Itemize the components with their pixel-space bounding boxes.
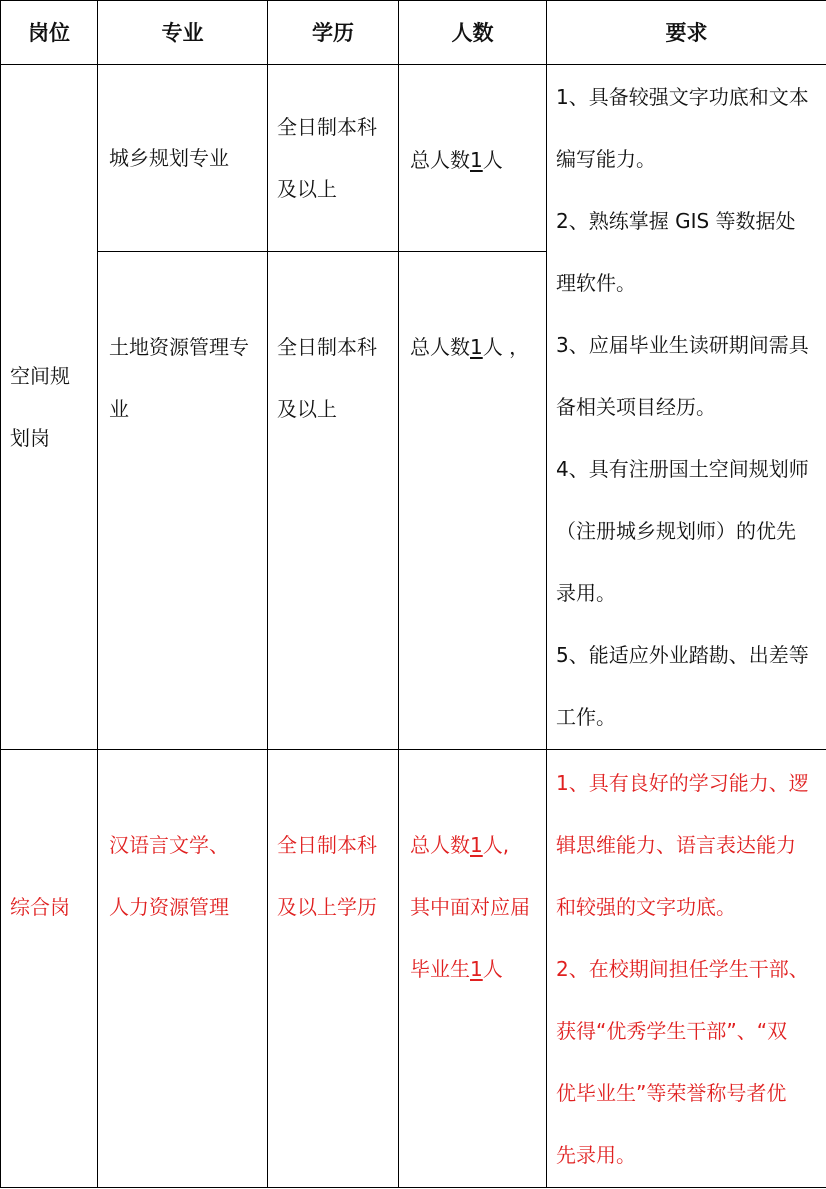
- count-cell: [399, 65, 547, 252]
- requirement-line: 5、能适应外业踏勘、出差等: [556, 643, 809, 667]
- requirement-line: 和较强的文字功底。: [556, 895, 736, 919]
- table-row-general: [1, 750, 826, 1188]
- major-line: 汉语言文学、: [109, 833, 229, 857]
- requirement-line: 备相关项目经历。: [556, 395, 716, 419]
- position-line: 空间规: [10, 364, 70, 388]
- header-count: 人数: [399, 1, 547, 65]
- requirement-line: 先录用。: [556, 1143, 636, 1167]
- count-prefix: 总人数: [410, 833, 470, 857]
- education-line: 全日制本科: [277, 335, 377, 359]
- header-requirements: 要求: [547, 1, 826, 65]
- education-line: 全日制本科: [277, 833, 377, 857]
- major-line: 业: [109, 397, 129, 421]
- requirement-line: 获得“优秀学生干部”、“双: [556, 1019, 788, 1043]
- requirement-line: 辑思维能力、语言表达能力: [556, 833, 796, 857]
- education-cell: [268, 65, 399, 252]
- count-suffix: 人: [482, 957, 503, 981]
- education-line: 及以上: [277, 177, 337, 201]
- count-line: [410, 814, 542, 876]
- count-line: [410, 938, 542, 1000]
- count-suffix: 人,: [482, 833, 510, 857]
- requirement-line: 3、应届毕业生读研期间需具: [556, 333, 809, 357]
- position-line: 划岗: [10, 426, 50, 450]
- count-line: [410, 316, 542, 378]
- count-number: 1: [470, 833, 483, 857]
- requirement-line: 工作。: [556, 705, 616, 729]
- education-line: 及以上: [277, 397, 337, 421]
- major-cell: [98, 65, 268, 252]
- requirement-line: 4、具有注册国土空间规划师: [556, 457, 809, 481]
- count-cell: [399, 750, 547, 1188]
- header-position: 岗位: [1, 1, 98, 65]
- requirement-line: （注册城乡规划师）的优先: [556, 519, 796, 543]
- requirement-line: 编写能力。: [556, 147, 656, 171]
- education-line: 全日制本科: [277, 115, 377, 139]
- major-line: 人力资源管理: [109, 895, 229, 919]
- count-line: [410, 129, 542, 191]
- header-major: 专业: [98, 1, 268, 65]
- position-cell-spatial: [1, 65, 98, 750]
- requirement-line: 1、具有良好的学习能力、逻: [556, 771, 809, 795]
- count-prefix: 毕业生: [410, 957, 470, 981]
- education-cell: [268, 252, 399, 750]
- major-line: 城乡规划专业: [109, 146, 229, 170]
- count-prefix: 总人数: [410, 148, 470, 172]
- count-suffix: 人 ，: [482, 335, 530, 359]
- major-cell: [98, 252, 268, 750]
- education-cell: [268, 750, 399, 1188]
- header-education: 学历: [268, 1, 399, 65]
- requirements-cell-spatial: [547, 65, 826, 750]
- requirement-line: 1、具备较强文字功底和文本: [556, 85, 809, 109]
- major-line: 土地资源管理专: [109, 335, 249, 359]
- count-suffix: 人: [482, 148, 503, 172]
- position-line: 综合岗: [10, 895, 70, 919]
- position-cell-general: [1, 750, 98, 1188]
- education-line: 及以上学历: [277, 895, 377, 919]
- count-line: 其中面对应届: [410, 895, 530, 919]
- count-number: 1: [470, 957, 483, 981]
- count-number: 1: [470, 148, 483, 172]
- requirements-cell-general: [547, 750, 826, 1188]
- requirement-line: 优毕业生”等荣誉称号者优: [556, 1081, 787, 1105]
- count-number: 1: [470, 335, 483, 359]
- requirement-line: 2、在校期间担任学生干部、: [556, 957, 809, 981]
- requirement-line: 理软件。: [556, 271, 636, 295]
- requirement-line: 2、熟练掌握 GIS 等数据处: [556, 209, 796, 233]
- count-cell: [399, 252, 547, 750]
- requirement-line: 录用。: [556, 581, 616, 605]
- major-cell: [98, 750, 268, 1188]
- count-prefix: 总人数: [410, 335, 470, 359]
- table-row-spatial-a: [1, 65, 826, 252]
- header-row: [1, 1, 826, 65]
